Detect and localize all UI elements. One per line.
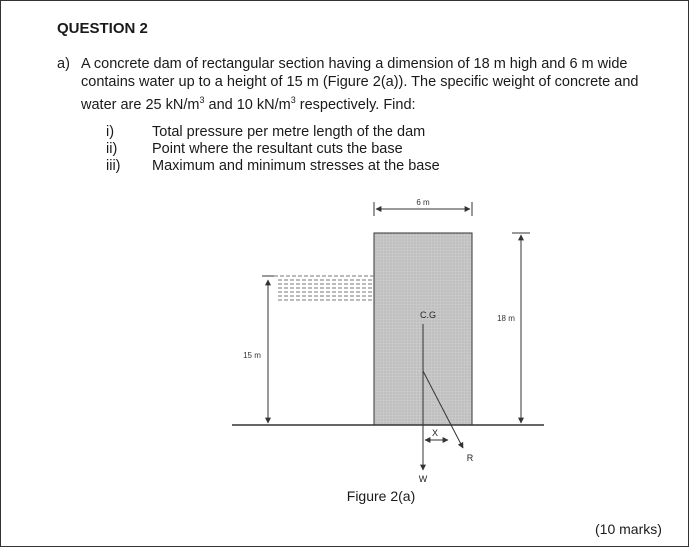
superscript-2: 3 <box>290 95 296 105</box>
height-label: 18 m <box>497 314 515 323</box>
width-label: 6 m <box>416 198 430 207</box>
question-line-3-c: respectively. Find: <box>295 96 416 113</box>
question-line-3-a: water are 25 kN/m <box>81 96 200 113</box>
superscript-1: 3 <box>199 95 205 105</box>
item-number: iii) <box>106 158 121 174</box>
cg-label: C.G <box>419 310 437 320</box>
question-line-1: A concrete dam of rectangular section having a dimension of 18 m high and 6 m wide <box>81 56 628 72</box>
water-height-label: 15 m <box>243 351 261 360</box>
question-line-2: contains water up to a height of 15 m (Figure 2(a)). The specific weight of concrete and <box>81 74 639 90</box>
part-label: a) <box>57 56 70 72</box>
marks-label: (10 marks) <box>595 521 662 537</box>
item-text: Point where the resultant cuts the base <box>152 141 403 157</box>
water-surface <box>262 276 374 300</box>
dam-diagram <box>228 188 548 513</box>
question-line-3 <box>81 91 667 114</box>
item-number: ii) <box>106 141 118 157</box>
question-line-3-b: and 10 kN/m <box>204 96 291 113</box>
item-number: i) <box>106 124 115 140</box>
x-label: X <box>431 428 439 438</box>
resultant-label: R <box>466 453 474 463</box>
question-text <box>81 55 667 114</box>
figure-caption: Figure 2(a) <box>346 488 416 504</box>
item-text: Maximum and minimum stresses at the base <box>152 158 440 174</box>
dam-figure <box>228 188 548 513</box>
question-title: QUESTION 2 <box>57 20 148 37</box>
question-part-a <box>57 55 667 114</box>
item-text: Total pressure per metre length of the dam <box>152 124 426 140</box>
weight-label: W <box>418 474 428 484</box>
